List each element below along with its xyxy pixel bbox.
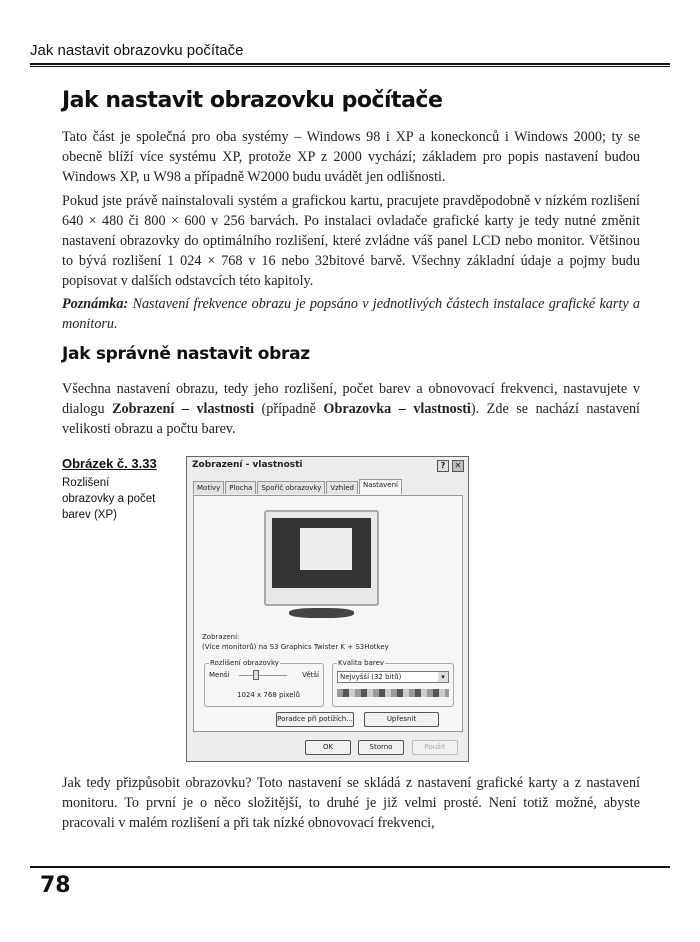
- display-label: Zobrazení:: [202, 633, 240, 641]
- footer-rule: [30, 866, 670, 868]
- settings-panel: [193, 495, 463, 732]
- resolution-slider-thumb[interactable]: [253, 670, 259, 680]
- tab-themes[interactable]: Motivy: [193, 481, 224, 494]
- title-bar: [187, 457, 468, 475]
- color-quality-select[interactable]: [337, 671, 449, 683]
- note-label: Poznámka:: [62, 296, 129, 312]
- page-title: Jak nastavit obrazovku počítače: [62, 88, 443, 113]
- page-number: 78: [40, 873, 71, 898]
- tab-settings[interactable]: Nastavení: [359, 479, 402, 494]
- chevron-down-icon[interactable]: ▾: [438, 672, 448, 682]
- display-value: (Více monitorů) na S3 Graphics Twister K + S3Hotkey: [202, 643, 389, 651]
- resolution-group: [204, 659, 324, 707]
- dialog-name: Obrazovka – vlastnosti: [323, 401, 471, 417]
- cancel-button[interactable]: Storno: [358, 740, 404, 755]
- apply-button[interactable]: Použít: [412, 740, 458, 755]
- paragraph: Pokud jste právě nainstalovali systém a grafickou kartu, pracujete pravděpodobně v nízkém rozlišení 640 × 480 či 800 × 600 v 256 barvách. Po instalaci ovladače grafické karty je tedy nutné změnit nastavení obrazovky do optimálního rozlišení, které zvládne váš panel LCD nebo monitor. Většinou to bývá rozlišení 1 024 × 768 v 16 nebo 32bitové barvě. Všechny základní údaje a pojmy budu popisovat v dalších odstavcích této kapitoly.: [62, 193, 640, 289]
- running-header: Jak nastavit obrazovku počítače: [30, 42, 244, 59]
- text: (případně: [254, 401, 324, 417]
- help-button[interactable]: ?: [437, 460, 449, 472]
- section-title: Jak správně nastavit obraz: [62, 344, 310, 364]
- ok-button[interactable]: OK: [305, 740, 351, 755]
- color-quality-value: Nejvyšší (32 bitů): [340, 673, 402, 681]
- display-properties-dialog: [186, 456, 469, 762]
- troubleshoot-button[interactable]: Poradce při potížích...: [276, 712, 354, 727]
- note-text: Nastavení frekvence obrazu je popsáno v jednotlivých částech instalace grafické karty a monitoru.: [62, 296, 640, 332]
- tab-desktop[interactable]: Plocha: [225, 481, 256, 494]
- resolution-slider-track[interactable]: [239, 675, 287, 676]
- close-button[interactable]: ✕: [452, 460, 464, 472]
- color-quality-label: Kvalita barev: [338, 659, 385, 667]
- tab-screensaver[interactable]: Spořič obrazovky: [257, 481, 325, 494]
- figure-label: Obrázek č. 3.33: [62, 456, 157, 471]
- more-label: Větší: [302, 671, 319, 679]
- paragraph: Tato část je společná pro oba systémy – Windows 98 i XP a koneckonců i Windows 2000; ty se obecně blíží více systému XP, protože XP z 2000 vychází; základem pro popis nastavení budou Windows XP, u W98 a případně W2000 budu uvádět jen odlišnosti.: [62, 129, 640, 185]
- paragraph: [62, 379, 640, 439]
- figure-caption: [62, 456, 162, 523]
- figure-description: Rozlišení obrazovky a počet barev (XP): [62, 477, 156, 521]
- dialog-name: Zobrazení – vlastnosti: [112, 401, 255, 417]
- monitor-stand: [289, 608, 354, 618]
- text: Všechna nastavení obrazu, tedy jeho rozlišení, počet barev a obnovovací frekvenci, nastavujete v dialogu: [62, 381, 640, 417]
- color-bar: [337, 689, 449, 697]
- header-rule: [30, 63, 670, 67]
- tab-appearance[interactable]: Vzhled: [326, 481, 358, 494]
- dialog-title: Zobrazení - vlastnosti: [192, 460, 303, 470]
- resolution-group-label: Rozlišení obrazovky: [210, 659, 279, 667]
- monitor-preview: [264, 510, 379, 606]
- text: ). Zde se nachází nastavení velikosti obrazu a počtu barev.: [62, 401, 640, 437]
- resolution-value: 1024 x 768 pixelů: [237, 691, 300, 699]
- less-label: Menší: [209, 671, 230, 679]
- color-quality-group: [332, 659, 454, 707]
- advanced-button[interactable]: Upřesnit: [364, 712, 439, 727]
- paragraph: Jak tedy přizpůsobit obrazovku? Toto nastavení se skládá z nastavení grafické karty a z nastavení monitoru. To první je o něco složitější, to druhé je již velmi prosté. Není totiž možné, abyste pracovali v malém rozlišení a při tak nízké obnovovací frekvenci,: [62, 775, 640, 831]
- note: [62, 294, 640, 334]
